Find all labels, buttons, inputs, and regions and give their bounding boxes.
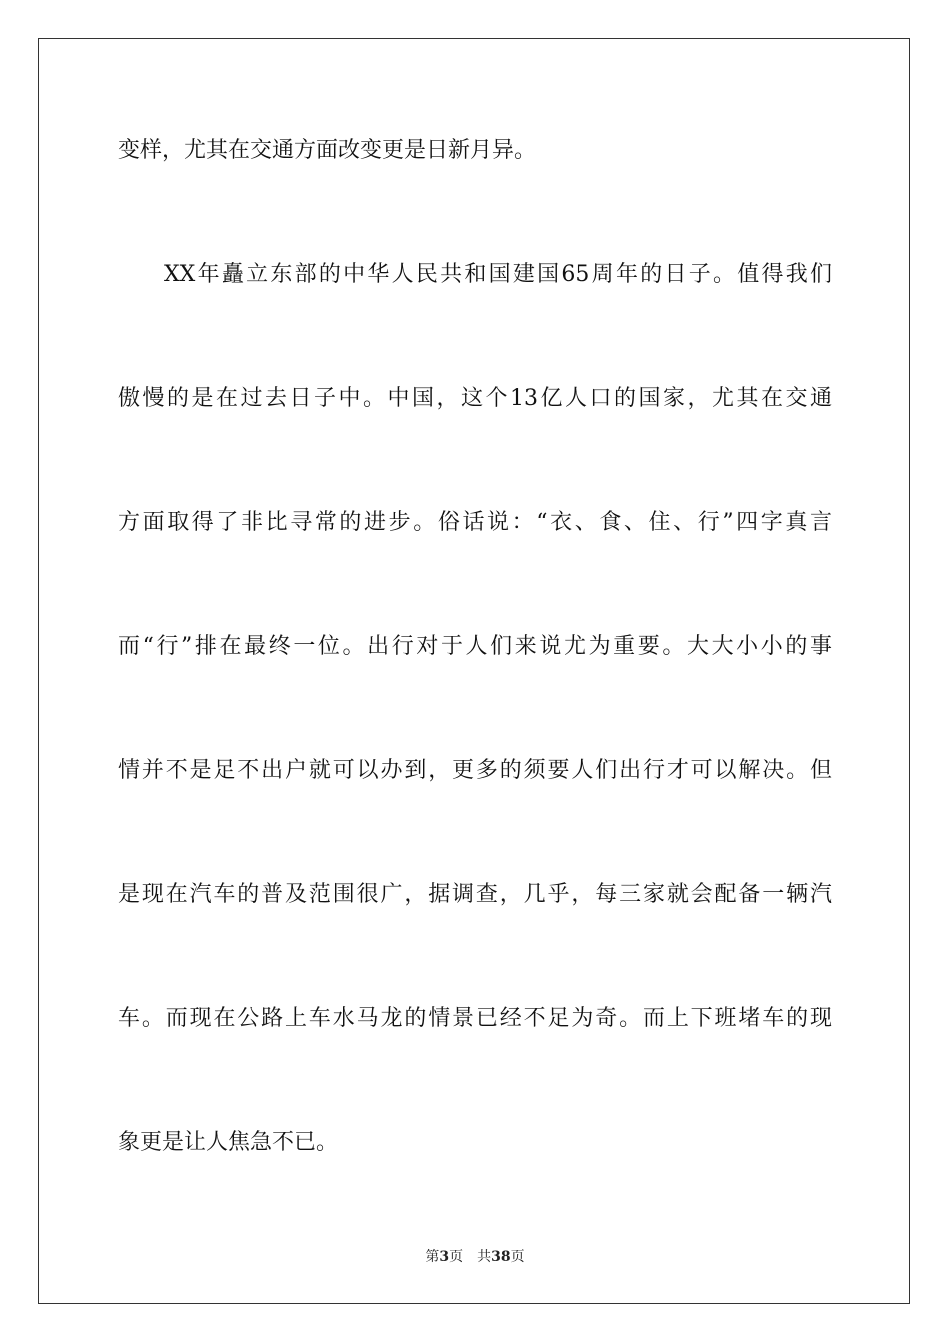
text-line-8: 车。而现在公路上车水马龙的情景已经不足为奇。而上下班堵车的现 xyxy=(118,1006,832,1031)
total-prefix: 共 xyxy=(477,1249,492,1265)
text-line-2: XX年矗立东部的中华人民共和国建国65周年的日子。值得我们 xyxy=(164,262,832,287)
text-line-7: 是现在汽车的普及范围很广，据调查，几乎，每三家就会配备一辆汽 xyxy=(118,882,832,907)
text-line-4: 方面取得了非比寻常的进步。俗话说：“衣、食、住、行”四字真言 xyxy=(118,510,832,535)
text-line-3: 傲慢的是在过去日子中。中国，这个13亿人口的国家，尤其在交通 xyxy=(118,386,832,411)
text-line-9: 象更是让人焦急不已。 xyxy=(118,1130,339,1155)
page-prefix: 第 xyxy=(425,1249,440,1265)
page-number: 3 xyxy=(439,1249,450,1265)
text-line-6: 情并不是足不出户就可以办到，更多的须要人们出行才可以解决。但 xyxy=(118,758,832,783)
page-footer xyxy=(0,1247,950,1267)
page-suffix: 页 xyxy=(449,1249,464,1265)
page-border xyxy=(38,38,910,1304)
text-line-5: 而“行”排在最终一位。出行对于人们来说尤为重要。大大小小的事 xyxy=(118,634,832,659)
total-pages: 38 xyxy=(491,1249,511,1265)
text-line-1: 变样，尤其在交通方面改变更是日新月异。 xyxy=(118,138,537,163)
total-suffix: 页 xyxy=(510,1249,525,1265)
